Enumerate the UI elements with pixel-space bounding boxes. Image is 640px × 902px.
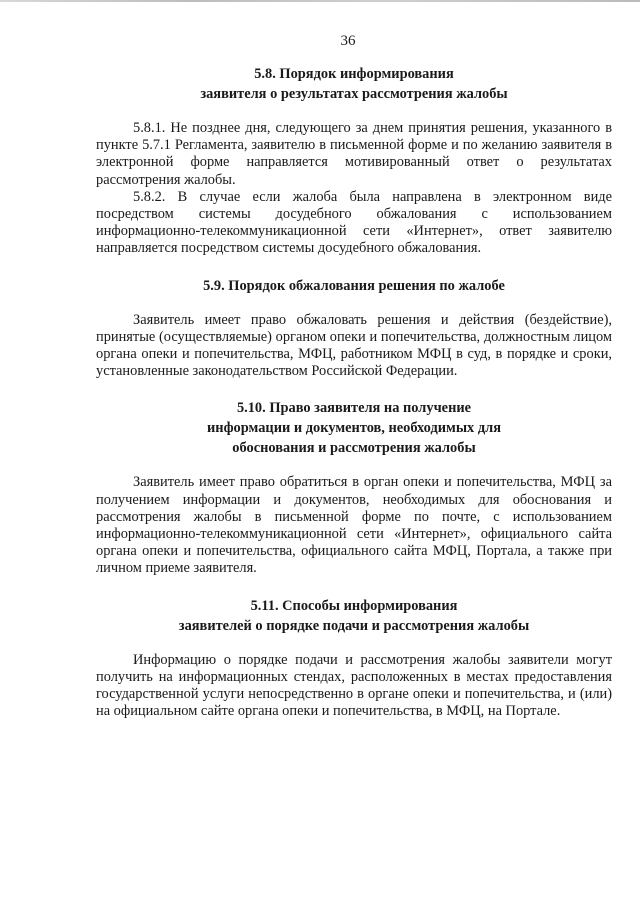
heading-line: 5.9. Порядок обжалования решения по жалобе [203, 277, 505, 294]
paragraph-5-11: Информацию о порядке подачи и рассмотрения жалобы заявители могут получить на информационных стендах, расположенных в местах предоставления государственной услуги непосредственно в органе опеки и попечительства, и (или) на официальном сайте органа опеки и попечительства, в МФЦ, на Портале. [96, 651, 612, 720]
paragraph-5-9: Заявитель имеет право обжаловать решения и действия (бездействие), принятые (осуществляемые) органом опеки и попечительства, должностным лицом органа опеки и попечительства, МФЦ, работником МФЦ в суд, в порядке и сроки, установленные законодательством Российской Федерации. [96, 311, 612, 380]
paragraph-5-8-2: 5.8.2. В случае если жалоба была направлена в электронном виде посредством системы досудебного обжалования с использованием информационно-телекоммуникационной сети «Интернет», ответ заявителю направляется посредством системы досудебного обжалования. [96, 188, 612, 257]
page-number: 36 [340, 33, 356, 49]
heading-line: информации и документов, необходимых для [206, 420, 501, 437]
scan-edge [0, 0, 640, 2]
heading-line: обоснования и рассмотрения жалобы [232, 440, 476, 457]
section-heading-5-8 [96, 64, 612, 104]
section-heading-5-9 [96, 276, 612, 296]
heading-line: 5.10. Право заявителя на получение [236, 400, 472, 417]
heading-line: 5.8. Порядок информирования [254, 66, 454, 82]
heading-line: заявителей о порядке подачи и рассмотрения жалобы [178, 617, 530, 634]
heading-line: заявителя о результатах рассмотрения жалобы [200, 86, 508, 102]
section-heading-5-10 [96, 398, 612, 458]
paragraph-5-8-1: 5.8.1. Не позднее дня, следующего за днем принятия решения, указанного в пункте 5.7.1 Регламента, заявителю в письменной форме и по желанию заявителя в электронной форме направляется мотивированный ответ о результатах рассмотрения жалобы. [96, 120, 612, 188]
section-heading-5-11 [96, 596, 612, 636]
heading-line: 5.11. Способы информирования [250, 597, 458, 614]
paragraph-5-10: Заявитель имеет право обратиться в орган опеки и попечительства, МФЦ за получением информации и документов, необходимых для обоснования и рассмотрения жалобы в письменной форме по почте, с использованием информационно-телекоммуникационной сети «Интернет», официального сайта органа опеки и попечительства, официального сайта МФЦ, Портала, а также при личном приеме заявителя. [96, 474, 612, 577]
document-body [96, 64, 612, 720]
